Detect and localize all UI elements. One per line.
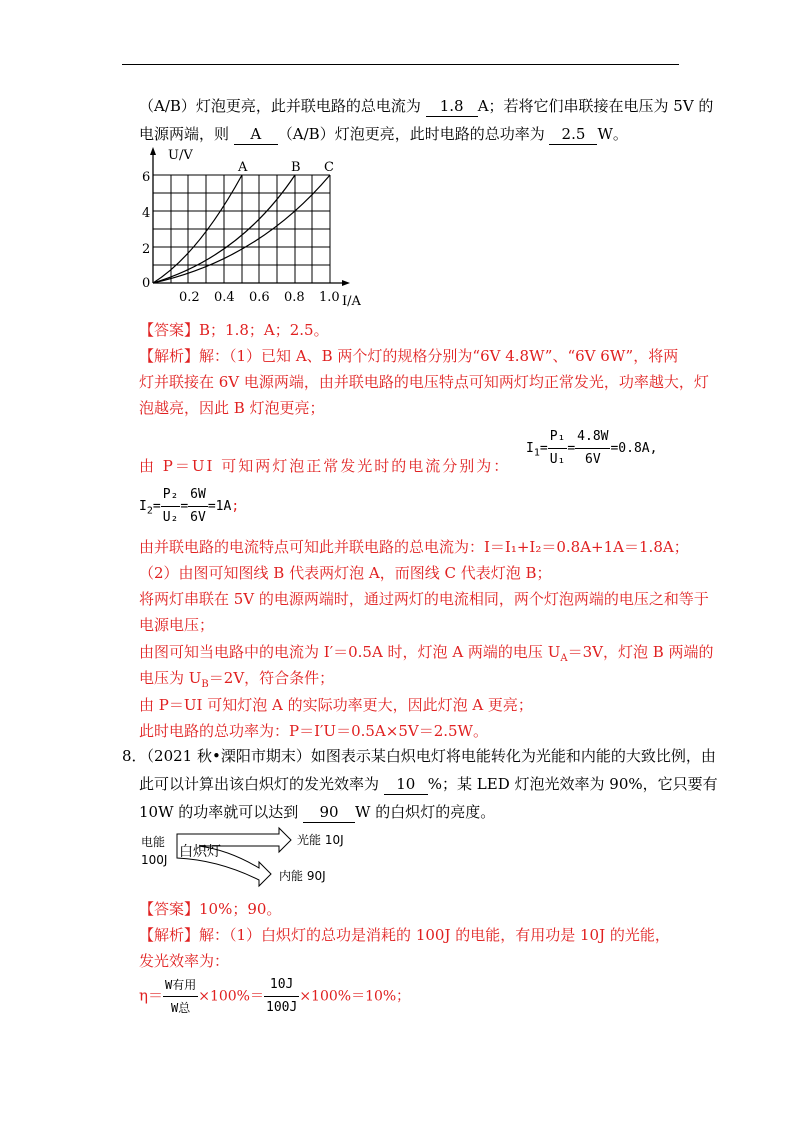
analysis-line: 【解析】解：（1）白炽灯的总功是消耗的 100J 的电能，有用功是 10J 的光能， [139,926,670,944]
origin-label: 0 [142,276,151,291]
analysis-line: 由 P＝UI 可知灯泡 A 的实际功率更大，因此灯泡 A 更亮； [139,696,533,714]
x-axis-label: I/A [342,294,361,307]
x-tick: 0.2 [179,290,200,305]
analysis-line: （2）由图可知图线 B 代表两灯泡 A，而图线 C 代表灯泡 B； [139,564,552,582]
answer-blank: 2.5 [549,124,597,145]
question-line [139,96,713,117]
analysis-line: 灯并联接在 6V 电源两端，由并联电路的电压特点可知两灯均正常发光，功率越大，灯 [139,373,709,391]
internal-energy-label: 内能 90J [279,869,326,883]
x-tick: 0.4 [214,290,235,305]
text: A；若将它们串联接在电压为 5V 的 [477,97,714,115]
question-8-line: 8．（2021 秋•溧阳市期末）如图表示某白炽电灯将电能转化为光能和内能的大致比例，由 [122,747,716,765]
input-value: 100J [141,853,168,867]
answer-blank: A [234,124,278,145]
question-8-line: 10W 的功率就可以达到 90 W 的白炽灯的亮度。 [139,803,496,821]
analysis-line: 发光效率为： [139,952,230,970]
curve-label-a: A [238,160,248,175]
analysis-line: 将两灯串联在 5V 的电源两端时，通过两灯的电流相同，两个灯泡两端的电压之和等于 [139,590,709,608]
text: W。 [597,125,628,143]
y-tick: 2 [142,242,151,257]
light-energy-label: 光能 10J [297,833,344,847]
y-tick: 6 [142,170,151,185]
analysis-line: 泡越亮，因此 B 灯泡更亮； [139,399,325,417]
analysis-line: 此时电路的总功率为：P＝I′U＝0.5A×5V＝2.5W。 [139,722,488,740]
analysis-line: 由并联电路的电流特点可知此并联电路的总电流为：I＝I₁+I₂＝0.8A+1A＝1.8A； [139,538,689,556]
formula-i1: $I_1=$ $\frac{\text{P₁}}{\text{U₁}}$ = $\frac{4.8W}{6V}$ =0.8A, [526,426,657,471]
analysis-line: 由 P＝UI 可知两灯泡正常发光时的电流分别为： [139,457,511,475]
y-axis-label: U/V [168,148,193,163]
formula-i2: $I_2=$ $\frac{\text{P₂}}{\text{U₂}}$ = $\frac{6W}{6V}$ =1A; [139,484,239,529]
curve-label-b: B [291,160,301,175]
text: （A/B）灯泡更亮，此并联电路的总电流为 [139,97,426,115]
energy-flow-diagram [139,824,379,892]
question-line [139,124,628,145]
question-8-line: 此可以计算出该白炽灯的发光效率为 10 %；某 LED 灯泡光效率为 90%，它只要有 [139,775,718,793]
header-rule [122,64,679,65]
analysis-line: 电压为 $U_B=2V$，符合条件； [139,669,335,690]
answer-blank: 1.8 [426,96,478,117]
x-tick: 0.6 [249,290,270,305]
answer-blank: 10 [384,774,428,795]
u-i-graph [140,145,370,307]
input-label: 电能 [141,835,166,849]
analysis-line: 由图可知当电路中的电流为 I′＝0.5A 时，灯泡 A 两端的电压 $U_A=3V$，灯泡 B 两端的 [139,643,714,664]
x-tick: 0.8 [284,290,305,305]
text: （A/B）灯泡更亮，此时电路的总功率为 [277,125,550,143]
answer-blank: 90 [303,802,355,823]
curve-label-c: C [324,160,334,175]
analysis-line: 【解析】解：（1）已知 A、B 两个灯的规格分别为“6V 4.8W”、“6V 6W”，将两 [139,347,679,365]
answer-line: 【答案】B；1.8；A；2.5。 [139,321,329,339]
efficiency-formula: η＝ $\frac{\text{W有用}}{\text{W总}}$ ×100%＝ $\frac{10J}{100J}$ ×100%＝10%； [139,974,410,1019]
answer-line: 【答案】10%；90。 [139,900,282,918]
lamp-label: 白炽灯 [179,844,221,860]
x-tick: 1.0 [319,290,340,305]
y-tick: 4 [142,206,151,221]
text: 电源两端，则 [139,125,234,143]
analysis-line: 电源电压； [139,616,215,634]
